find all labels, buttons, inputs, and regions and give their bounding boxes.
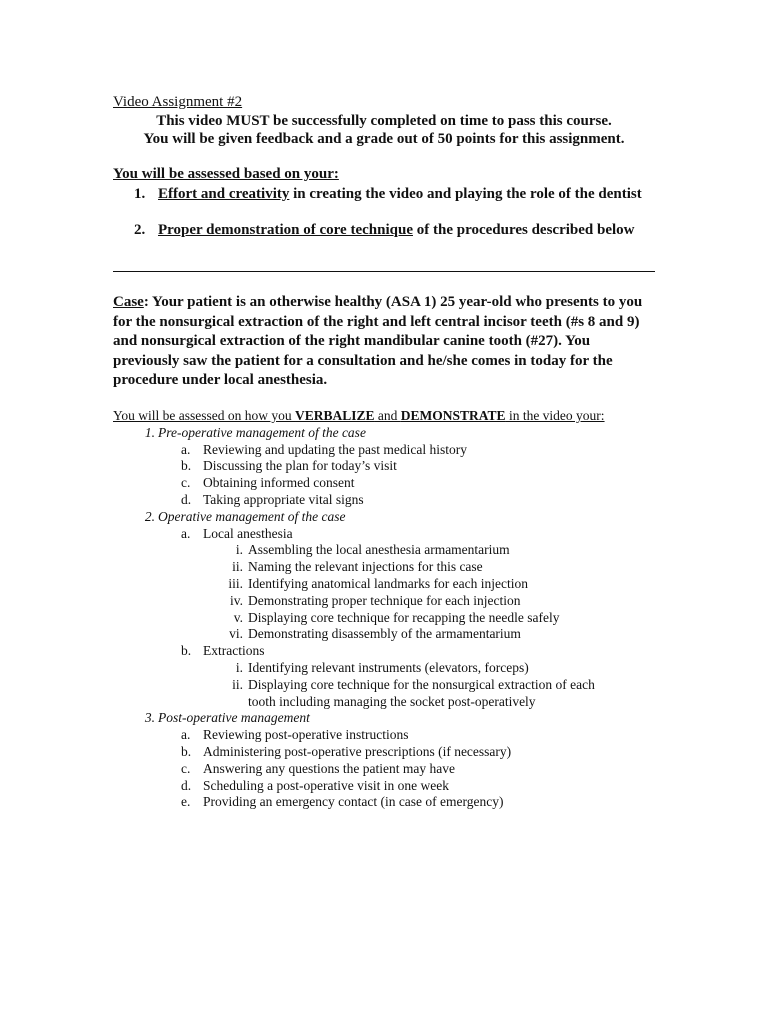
sub-list-item xyxy=(113,576,673,593)
section-number: 2. xyxy=(144,508,155,524)
sub-list-item xyxy=(113,542,673,559)
item-letter: b. xyxy=(181,458,192,474)
item-text: tooth including managing the socket post-operatively xyxy=(248,693,536,709)
item-letter: c. xyxy=(181,475,191,491)
demonstrate-keyword: DEMONSTRATE xyxy=(400,408,506,423)
case-colon: : xyxy=(143,294,149,310)
case-label: Case xyxy=(113,294,144,310)
sub-list-item xyxy=(113,559,673,576)
item-text: Administering post-operative prescriptions (if necessary) xyxy=(203,743,512,759)
item-text: Reviewing post-operative instructions xyxy=(203,727,409,743)
section-title: Operative management of the case xyxy=(158,508,346,524)
item-text: Identifying anatomical landmarks for each injection xyxy=(248,575,529,591)
item-roman: i. xyxy=(235,659,243,675)
item-letter: d. xyxy=(181,777,192,793)
item-letter: d. xyxy=(181,491,192,507)
item-text: Obtaining informed consent xyxy=(203,475,355,491)
header-line-feedback-grade: You will be given feedback and a grade out of 50 points for this assignment. xyxy=(143,131,625,147)
criterion-rest: in creating the video and playing the role of the dentist xyxy=(289,186,642,202)
criterion-underlined: Proper demonstration of core technique xyxy=(158,222,413,238)
item-text: Reviewing and updating the past medical history xyxy=(203,441,467,457)
sub-list-item xyxy=(113,660,673,677)
sub-list-item xyxy=(113,610,673,627)
list-item xyxy=(113,778,673,795)
section-number: 3. xyxy=(144,710,155,726)
section-postop xyxy=(113,710,673,727)
list-item xyxy=(113,458,673,475)
criterion-effort xyxy=(134,185,654,203)
assessed-heading: You will be assessed based on your: xyxy=(113,166,339,182)
sub-list-item xyxy=(113,677,673,694)
horizontal-rule xyxy=(113,271,655,272)
item-text: Displaying core technique for recapping the needle safely xyxy=(248,609,560,625)
verbalize-intro xyxy=(113,408,673,425)
item-roman: v. xyxy=(233,609,243,625)
item-letter: a. xyxy=(181,727,191,743)
list-item xyxy=(113,794,673,811)
list-item xyxy=(113,526,673,543)
item-text: Taking appropriate vital signs xyxy=(203,491,364,507)
item-letter: b. xyxy=(181,643,192,659)
item-text: Demonstrating disassembly of the armamentarium xyxy=(248,626,521,642)
list-item xyxy=(113,744,673,761)
criterion-number: 2. xyxy=(134,222,146,238)
sub-list-item-continuation xyxy=(113,694,673,711)
header-line-must-complete: This video MUST be successfully completed on time to pass this course. xyxy=(156,113,612,129)
item-roman: iv. xyxy=(230,592,243,608)
section-number: 1. xyxy=(144,424,155,440)
intro-text-end: in the video your: xyxy=(505,408,605,423)
intro-text: You will be assessed on how you xyxy=(113,408,296,423)
item-letter: e. xyxy=(181,794,191,810)
criterion-technique xyxy=(134,221,654,239)
item-text: Identifying relevant instruments (elevators, forceps) xyxy=(248,659,529,675)
item-roman: ii. xyxy=(232,676,243,692)
item-text: Demonstrating proper technique for each injection xyxy=(248,592,521,608)
item-text: Scheduling a post-operative visit in one week xyxy=(203,777,449,793)
item-text: Assembling the local anesthesia armamentarium xyxy=(248,542,510,558)
item-text: Local anesthesia xyxy=(203,525,293,541)
list-item xyxy=(113,727,673,744)
case-text: Your patient is an otherwise healthy (ASA 1) 25 year-old who presents to you for the nonsurgical extraction of the right and left central incisor teeth (#s 8 and 9) and nonsurgical extraction of the right mandibular canine tooth (#27). You previously saw the patient for a consultation and he/she comes in today for the procedure under local anesthesia. xyxy=(113,294,643,388)
item-text: Naming the relevant injections for this case xyxy=(248,559,483,575)
list-item xyxy=(113,442,673,459)
item-roman: vi. xyxy=(229,626,243,642)
sub-list-item xyxy=(113,626,673,643)
item-roman: ii. xyxy=(232,559,243,575)
list-item xyxy=(113,643,673,660)
item-text: Answering any questions the patient may have xyxy=(203,760,455,776)
intro-and: and xyxy=(374,408,401,423)
item-roman: iii. xyxy=(228,575,243,591)
list-item xyxy=(113,492,673,509)
item-letter: b. xyxy=(181,743,192,759)
criterion-underlined: Effort and creativity xyxy=(158,186,290,202)
assignment-title: Video Assignment #2 xyxy=(113,94,243,110)
section-title: Pre-operative management of the case xyxy=(158,424,366,440)
item-text: Displaying core technique for the nonsurgical extraction of each xyxy=(248,676,595,692)
section-title: Post-operative management xyxy=(158,710,310,726)
section-operative xyxy=(113,509,673,526)
item-letter: a. xyxy=(181,525,191,541)
list-item xyxy=(113,761,673,778)
item-letter: c. xyxy=(181,760,191,776)
verbalize-demonstrate-list xyxy=(113,408,673,811)
list-item xyxy=(113,475,673,492)
sub-list-item xyxy=(113,593,673,610)
section-preop xyxy=(113,425,673,442)
criterion-rest: of the procedures described below xyxy=(412,222,635,238)
item-letter: a. xyxy=(181,441,191,457)
verbalize-keyword: VERBALIZE xyxy=(295,408,375,423)
case-paragraph xyxy=(113,293,658,391)
item-text: Discussing the plan for today’s visit xyxy=(203,458,397,474)
item-text: Extractions xyxy=(203,643,265,659)
item-text: Providing an emergency contact (in case of emergency) xyxy=(203,794,504,810)
item-roman: i. xyxy=(235,542,243,558)
criterion-number: 1. xyxy=(134,186,146,202)
